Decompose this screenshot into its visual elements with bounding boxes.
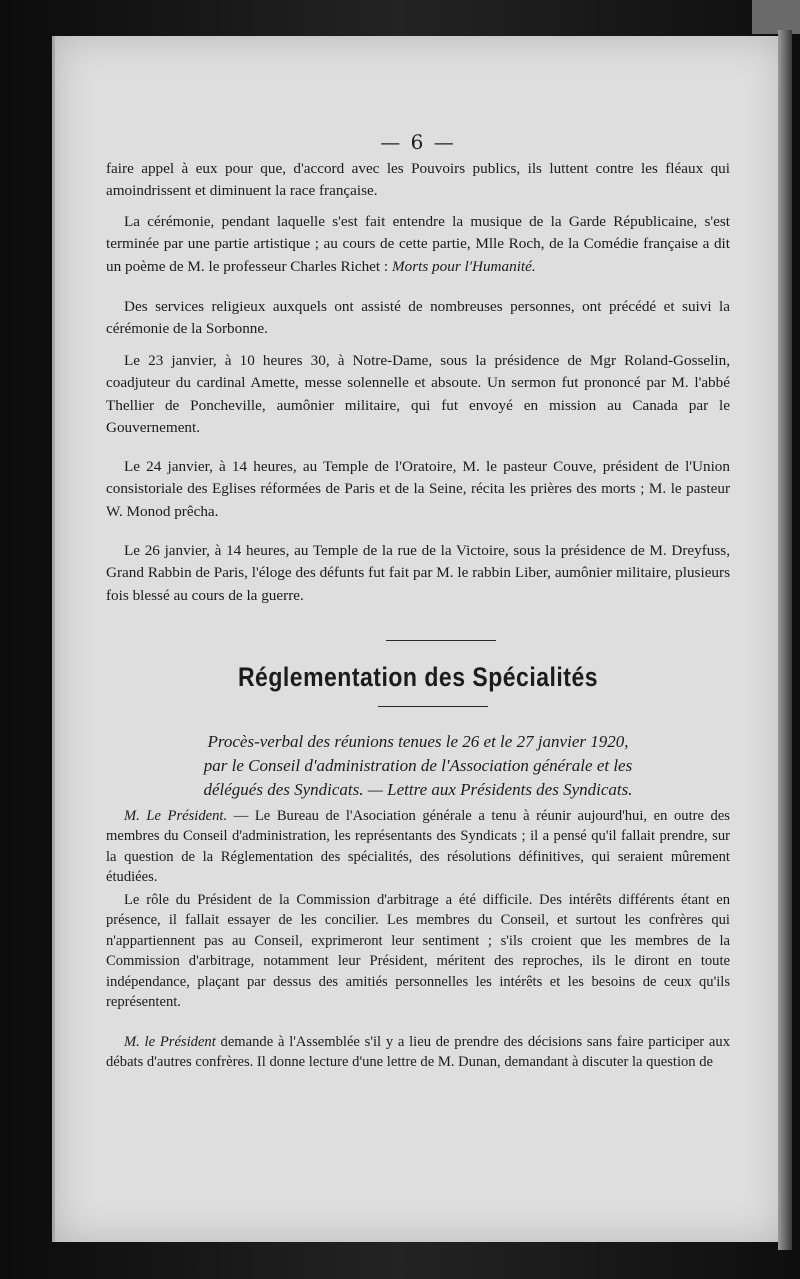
paragraph-intro: faire appel à eux pour que, d'accord avec les Pouvoirs publics, ils luttent contre les fléaux qui amoindrissent et diminuent la race française.	[106, 160, 730, 200]
paragraph-victoire: Le 26 janvier, à 14 heures, au Temple de la rue de la Victoire, sous la présidence de M. Dreyfuss, Grand Rabbin de Paris, l'éloge des défunts fut fait par M. le rabbin Liber, aumônier militaire, plusieurs fois blessé au cours de la guerre.	[106, 542, 730, 604]
paragraph-text: Le rôle du Président de la Commission d'arbitrage a été difficile. Des intérêts différents étant en présence, il fallait essayer de les concilier. Les membres du Conseil, et surtout les confrères qui n'appartiennent pas au Conseil, exprimeront leur sentiment ; s'ils croient que les membres de la Commission d'arbitrage, notamment leur Président, méritent des reproches, ils le diront en toute indépendance, plaçant par dessus des amitiés personnelles les intérêts et les besoins de ceux qu'ils représentent.	[106, 892, 730, 1011]
page-edge-shadow	[778, 30, 792, 1250]
subtitle-line: par le Conseil d'administration de l'Association générale et les	[203, 756, 633, 775]
section-title: Réglementation des Spécialités	[237, 661, 599, 692]
scanner-corner-mark	[752, 0, 800, 34]
subtitle-line: délégués des Syndicats. — Lettre aux Présidents des Syndicats.	[203, 780, 633, 799]
paragraph-ceremony	[106, 211, 730, 278]
page-number: — 6 —	[380, 130, 456, 154]
paragraph-arbitration	[106, 890, 730, 1012]
subtitle-line: Procès-verbal des réunions tenues le 26 et le 27 janvier 1920,	[207, 732, 629, 751]
paragraph-notre-dame: Le 23 janvier, à 10 heures 30, à Notre-Dame, sous la présidence de Mgr Roland-Gosselin, coadjuteur du cardinal Amette, messe solennelle et absoute. Un sermon fut prononcé par M. l'abbé Thellier de Poncheville, aumônier militaire, qui fut envoyé en mission au Canada par le Gouvernement.	[106, 352, 730, 437]
paragraph-text: — Le Bureau de l'Asociation générale a tenu à réunir aujourd'hui, en outre des membres du Conseil d'administration, les représentants des Syndicats ; il a pensé qu'il fallait prendre, sur la question de la Réglementation des spécialités, des résolutions définitives, qui seraient mûrement étudiées.	[106, 808, 730, 886]
paragraph-ceremony-text: La cérémonie, pendant laquelle s'est fait entendre la musique de la Garde Républicaine, s'est terminée par une partie artistique ; au cours de cette partie, Mlle Roch, de la Comédie française a dit un poème de M. le professeur Charles Richet :	[106, 213, 730, 275]
section-subtitle	[106, 730, 730, 802]
speaker-label: M. Le Président.	[124, 808, 228, 824]
poem-title: Morts pour l'Humanité.	[391, 257, 536, 275]
paragraph-text: demande à l'Assemblée s'il y a lieu de prendre des décisions sans faire participer aux débats d'autres confrères. Il donne lecture d'une lettre de M. Dunan, demandant à discuter la question de	[106, 1034, 730, 1071]
paragraph-president-opening	[106, 806, 730, 888]
title-underline	[378, 706, 488, 707]
paragraph-president-request	[106, 1032, 730, 1073]
paragraph-oratoire: Le 24 janvier, à 14 heures, au Temple de l'Oratoire, M. le pasteur Couve, président de l'Union consistoriale des Eglises réformées de Paris et de la Seine, récita les prières des morts ; M. le pasteur W. Monod prêcha.	[106, 458, 730, 520]
paragraph-services: Des services religieux auxquels ont assisté de nombreuses personnes, ont précédé et suivi la cérémonie de la Sorbonne.	[106, 298, 730, 338]
section-divider	[386, 640, 496, 641]
speaker-label: M. le Président	[124, 1034, 216, 1050]
